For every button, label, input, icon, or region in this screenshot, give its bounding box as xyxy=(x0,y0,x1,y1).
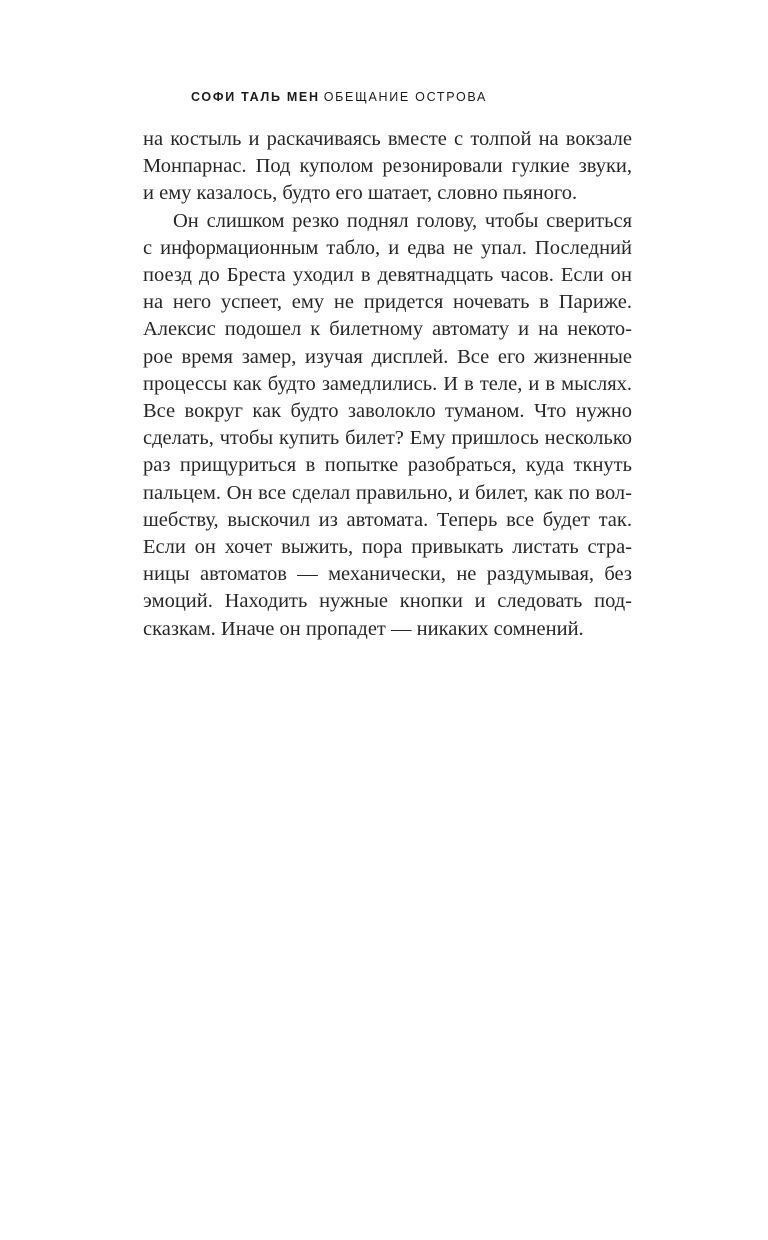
text-line: на него успеет, ему не придется ночевать в Париже. xyxy=(143,291,632,314)
body-text xyxy=(143,126,632,643)
text-line: поезд до Бреста уходил в девятнадцать часов. Если он xyxy=(143,264,632,287)
text-line: сделать, чтобы купить билет? Ему пришлось несколько xyxy=(143,427,632,450)
text-line: процессы как будто замедлились. И в теле, и в мыслях. xyxy=(143,372,632,395)
text-line: Монпарнас. Под куполом резонировали гулкие звуки, xyxy=(143,155,632,178)
text-line: шебству, выскочил из автомата. Теперь все будет так. xyxy=(143,508,632,531)
text-line: ницы автоматов — механически, не раздумывая, без xyxy=(143,563,632,586)
text-line: Алексис подошел к билетному автомату и на некото- xyxy=(143,318,632,341)
text-line: эмоций. Находить нужные кнопки и следовать под- xyxy=(143,590,632,613)
text-line: Все вокруг как будто заволокло туманом. Что нужно xyxy=(143,400,632,423)
text-line: сказкам. Иначе он пропадет — никаких сомнений. xyxy=(143,617,584,640)
text-line: с информационным табло, и едва не упал. Последний xyxy=(143,236,632,259)
author-name: СОФИ ТАЛЬ МЕН xyxy=(191,90,320,104)
text-line: рое время замер, изучая дисплей. Все его жизненные xyxy=(143,345,632,368)
book-title: ОБЕЩАНИЕ ОСТРОВА xyxy=(323,90,488,104)
text-line: Он слишком резко поднял голову, чтобы свериться xyxy=(173,209,632,232)
text-line: и ему казалось, будто его шатает, словно пьяного. xyxy=(143,182,578,205)
text-line: раз прищуриться в попытке разобраться, куда ткнуть xyxy=(143,454,632,477)
running-header xyxy=(191,90,487,104)
text-line: Если он хочет выжить, пора привыкать листать стра- xyxy=(143,536,632,559)
text-line: на костыль и раскачиваясь вместе с толпой на вокзале xyxy=(143,128,632,150)
text-line: пальцем. Он все сделал правильно, и билет, как по вол- xyxy=(143,481,632,504)
